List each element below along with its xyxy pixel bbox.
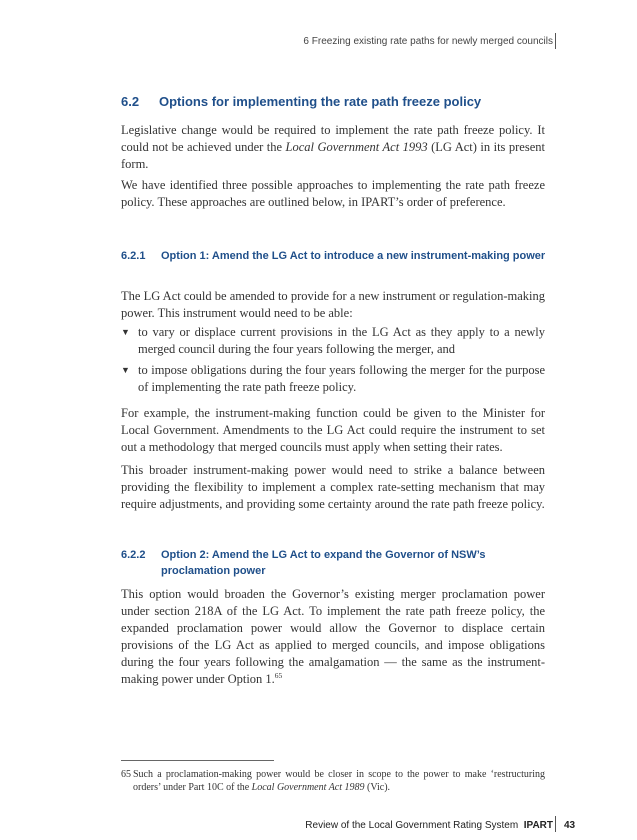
running-footer	[305, 820, 553, 831]
option-1-paragraph-2: For example, the instrument-making function could be given to the Minister for Local Government. Amendments to the LG Act could require the instrument to set out a methodology that merged councils must apply when setting their rates.	[121, 406, 545, 454]
option-1-paragraph-3: This broader instrument-making power would need to strike a balance between providing the flexibility to implement a complex rate-setting mechanism that may require adjustments, and providing some certainty around the rate path freeze policy.	[121, 463, 545, 511]
subsection-number: 6.2.1	[121, 250, 146, 262]
intro-text-a: Legislative change would be required to implement the rate path freeze policy. It could not be achieved under the	[121, 123, 545, 154]
intro-text-b: (LG Act) in its present form.	[121, 140, 545, 171]
intro-paragraph-2: We have identified three possible approaches to implementing the rate path freeze policy. These approaches are outlined below, in IPART’s order of preference.	[121, 178, 545, 209]
report-title: Review of the Local Government Rating System	[305, 820, 519, 831]
page-number: 43	[564, 820, 576, 831]
footnote-number: 65	[121, 769, 131, 780]
subsection-heading-option-2	[121, 547, 551, 579]
footnote-text	[133, 768, 545, 794]
subsection-heading-option-1	[121, 248, 551, 264]
footnote-divider	[121, 760, 274, 761]
footnote-act-title: Local Government Act 1989	[251, 782, 365, 793]
option-2-text: This option would broaden the Governor’s existing merger proclamation power under section 218A of the LG Act. To implement the rate path freeze policy, the expanded proclamation power would allow the Governor to displace certain provisions of the LG Act as applied to merged councils, and impose obligations during the four years following the amalgamation — the same as the instrument-making power under Option 1.	[121, 587, 545, 686]
header-divider	[555, 33, 556, 49]
bullet-marker-icon: ▼	[121, 365, 130, 375]
footnote-text-b: (Vic).	[364, 782, 391, 793]
bullet-marker-icon: ▼	[121, 327, 130, 337]
org-name: IPART	[523, 820, 553, 831]
option-1-paragraph-1: The LG Act could be amended to provide for a new instrument or regulation-making power. This instrument would need to be able:	[121, 289, 545, 320]
subsection-title: Option 2: Amend the LG Act to expand the Governor of NSW’s proclamation power	[161, 549, 486, 577]
subsection-title: Option 1: Amend the LG Act to introduce a new instrument-making power	[161, 250, 546, 262]
section-heading	[121, 94, 481, 109]
footer-divider	[555, 816, 556, 832]
section-number: 6.2	[121, 94, 140, 109]
footnote-reference[interactable]: 65	[274, 671, 283, 680]
subsection-number: 6.2.2	[121, 549, 146, 561]
bullet-text: to impose obligations during the four years following the merger for the purpose of implementing the rate path freeze policy.	[138, 363, 545, 394]
bullet-item	[121, 324, 545, 358]
bullet-text: to vary or displace current provisions in the LG Act as they apply to a newly merged council during the four years following the merger, and	[138, 325, 545, 356]
act-title: Local Government Act 1993	[285, 140, 428, 154]
footnote-text-a: Such a proclamation-making power would be closer in scope to the power to make ‘restructuring orders’ under Part 10C of the	[133, 769, 545, 793]
intro-paragraph-1	[121, 122, 545, 173]
option-2-paragraph-1	[121, 586, 545, 688]
running-header: 6 Freezing existing rate paths for newly merged councils	[303, 36, 553, 47]
footnote	[121, 768, 545, 794]
section-title: Options for implementing the rate path freeze policy	[159, 94, 482, 109]
bullet-item	[121, 362, 545, 396]
